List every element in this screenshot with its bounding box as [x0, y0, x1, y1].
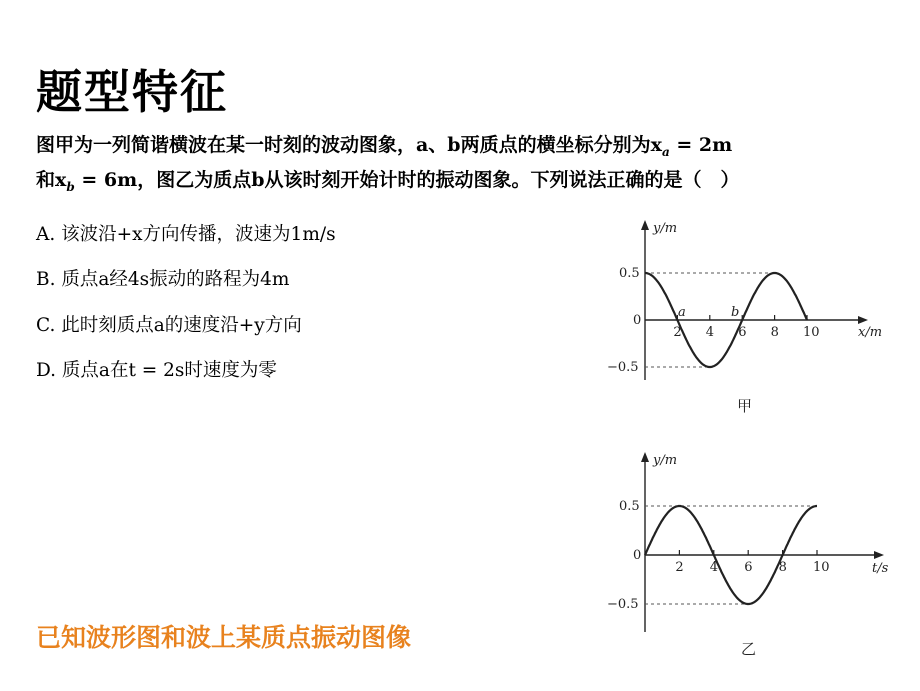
x-tick-label: 10: [813, 560, 830, 575]
y-tick-label: 0.5: [619, 266, 640, 281]
figure-yi: [600, 444, 900, 640]
highlight-summary: 已知波形图和波上某质点振动图像: [36, 623, 412, 652]
y-axis-arrow: [641, 220, 649, 230]
y-tick-label: −0.5: [607, 597, 639, 612]
y-tick-label: 0: [633, 548, 642, 563]
x-axis-label: x/m: [858, 325, 883, 340]
question-subscript-b: b: [66, 179, 75, 194]
question-text-2-end: = 6m，图乙为质点b从该时刻开始计时的振动图象。下列说法正确的是（ ）: [74, 169, 740, 191]
x-tick-label: 8: [778, 560, 787, 575]
option-b[interactable]: B. 质点a经4s振动的路程为4m: [36, 269, 290, 290]
option-c[interactable]: C. 此时刻质点a的速度沿+y方向: [36, 315, 302, 336]
x-axis-arrow: [858, 316, 868, 324]
point-label-b: b: [731, 305, 740, 320]
option-a[interactable]: A. 该波沿+x方向传播，波速为1m/s: [36, 224, 336, 245]
y-tick-label: −0.5: [607, 360, 639, 375]
x-tick-label: 10: [803, 325, 820, 340]
question-text-1: 图甲为一列简谐横波在某一时刻的波动图象，a、b两质点的横坐标分别为x: [36, 134, 662, 156]
question-line-2: [36, 165, 739, 194]
x-axis-arrow: [874, 551, 884, 559]
figure-jia-caption: 甲: [737, 397, 753, 415]
question-text-1-end: = 2m: [669, 134, 733, 156]
x-tick-label: 2: [673, 325, 682, 340]
x-tick-label: 2: [675, 560, 684, 575]
page-title: 题型特征: [36, 65, 228, 119]
x-tick-label: 4: [705, 325, 715, 340]
x-tick-label: 4: [709, 560, 719, 575]
x-tick-label: 8: [770, 325, 779, 340]
vibration-graph-yi: [600, 444, 900, 636]
y-axis-label: y/m: [653, 221, 678, 236]
question-line-1: [36, 130, 732, 159]
figure-yi-caption: 乙: [741, 640, 757, 658]
x-tick-label: 6: [738, 325, 747, 340]
y-axis-label: y/m: [653, 453, 678, 468]
figure-jia: [600, 212, 900, 396]
question-subscript-a: a: [661, 144, 670, 159]
wave-graph-jia: [600, 212, 900, 392]
x-axis-label: t/s: [872, 561, 889, 576]
point-label-a: a: [678, 305, 686, 320]
x-tick-label: 6: [744, 560, 753, 575]
y-tick-label: 0.5: [619, 499, 640, 514]
question-text-2-start: 和x: [36, 169, 67, 191]
y-tick-label: 0: [633, 313, 642, 328]
option-d[interactable]: D. 质点a在t = 2s时速度为零: [36, 360, 277, 381]
y-axis-arrow: [641, 452, 649, 462]
